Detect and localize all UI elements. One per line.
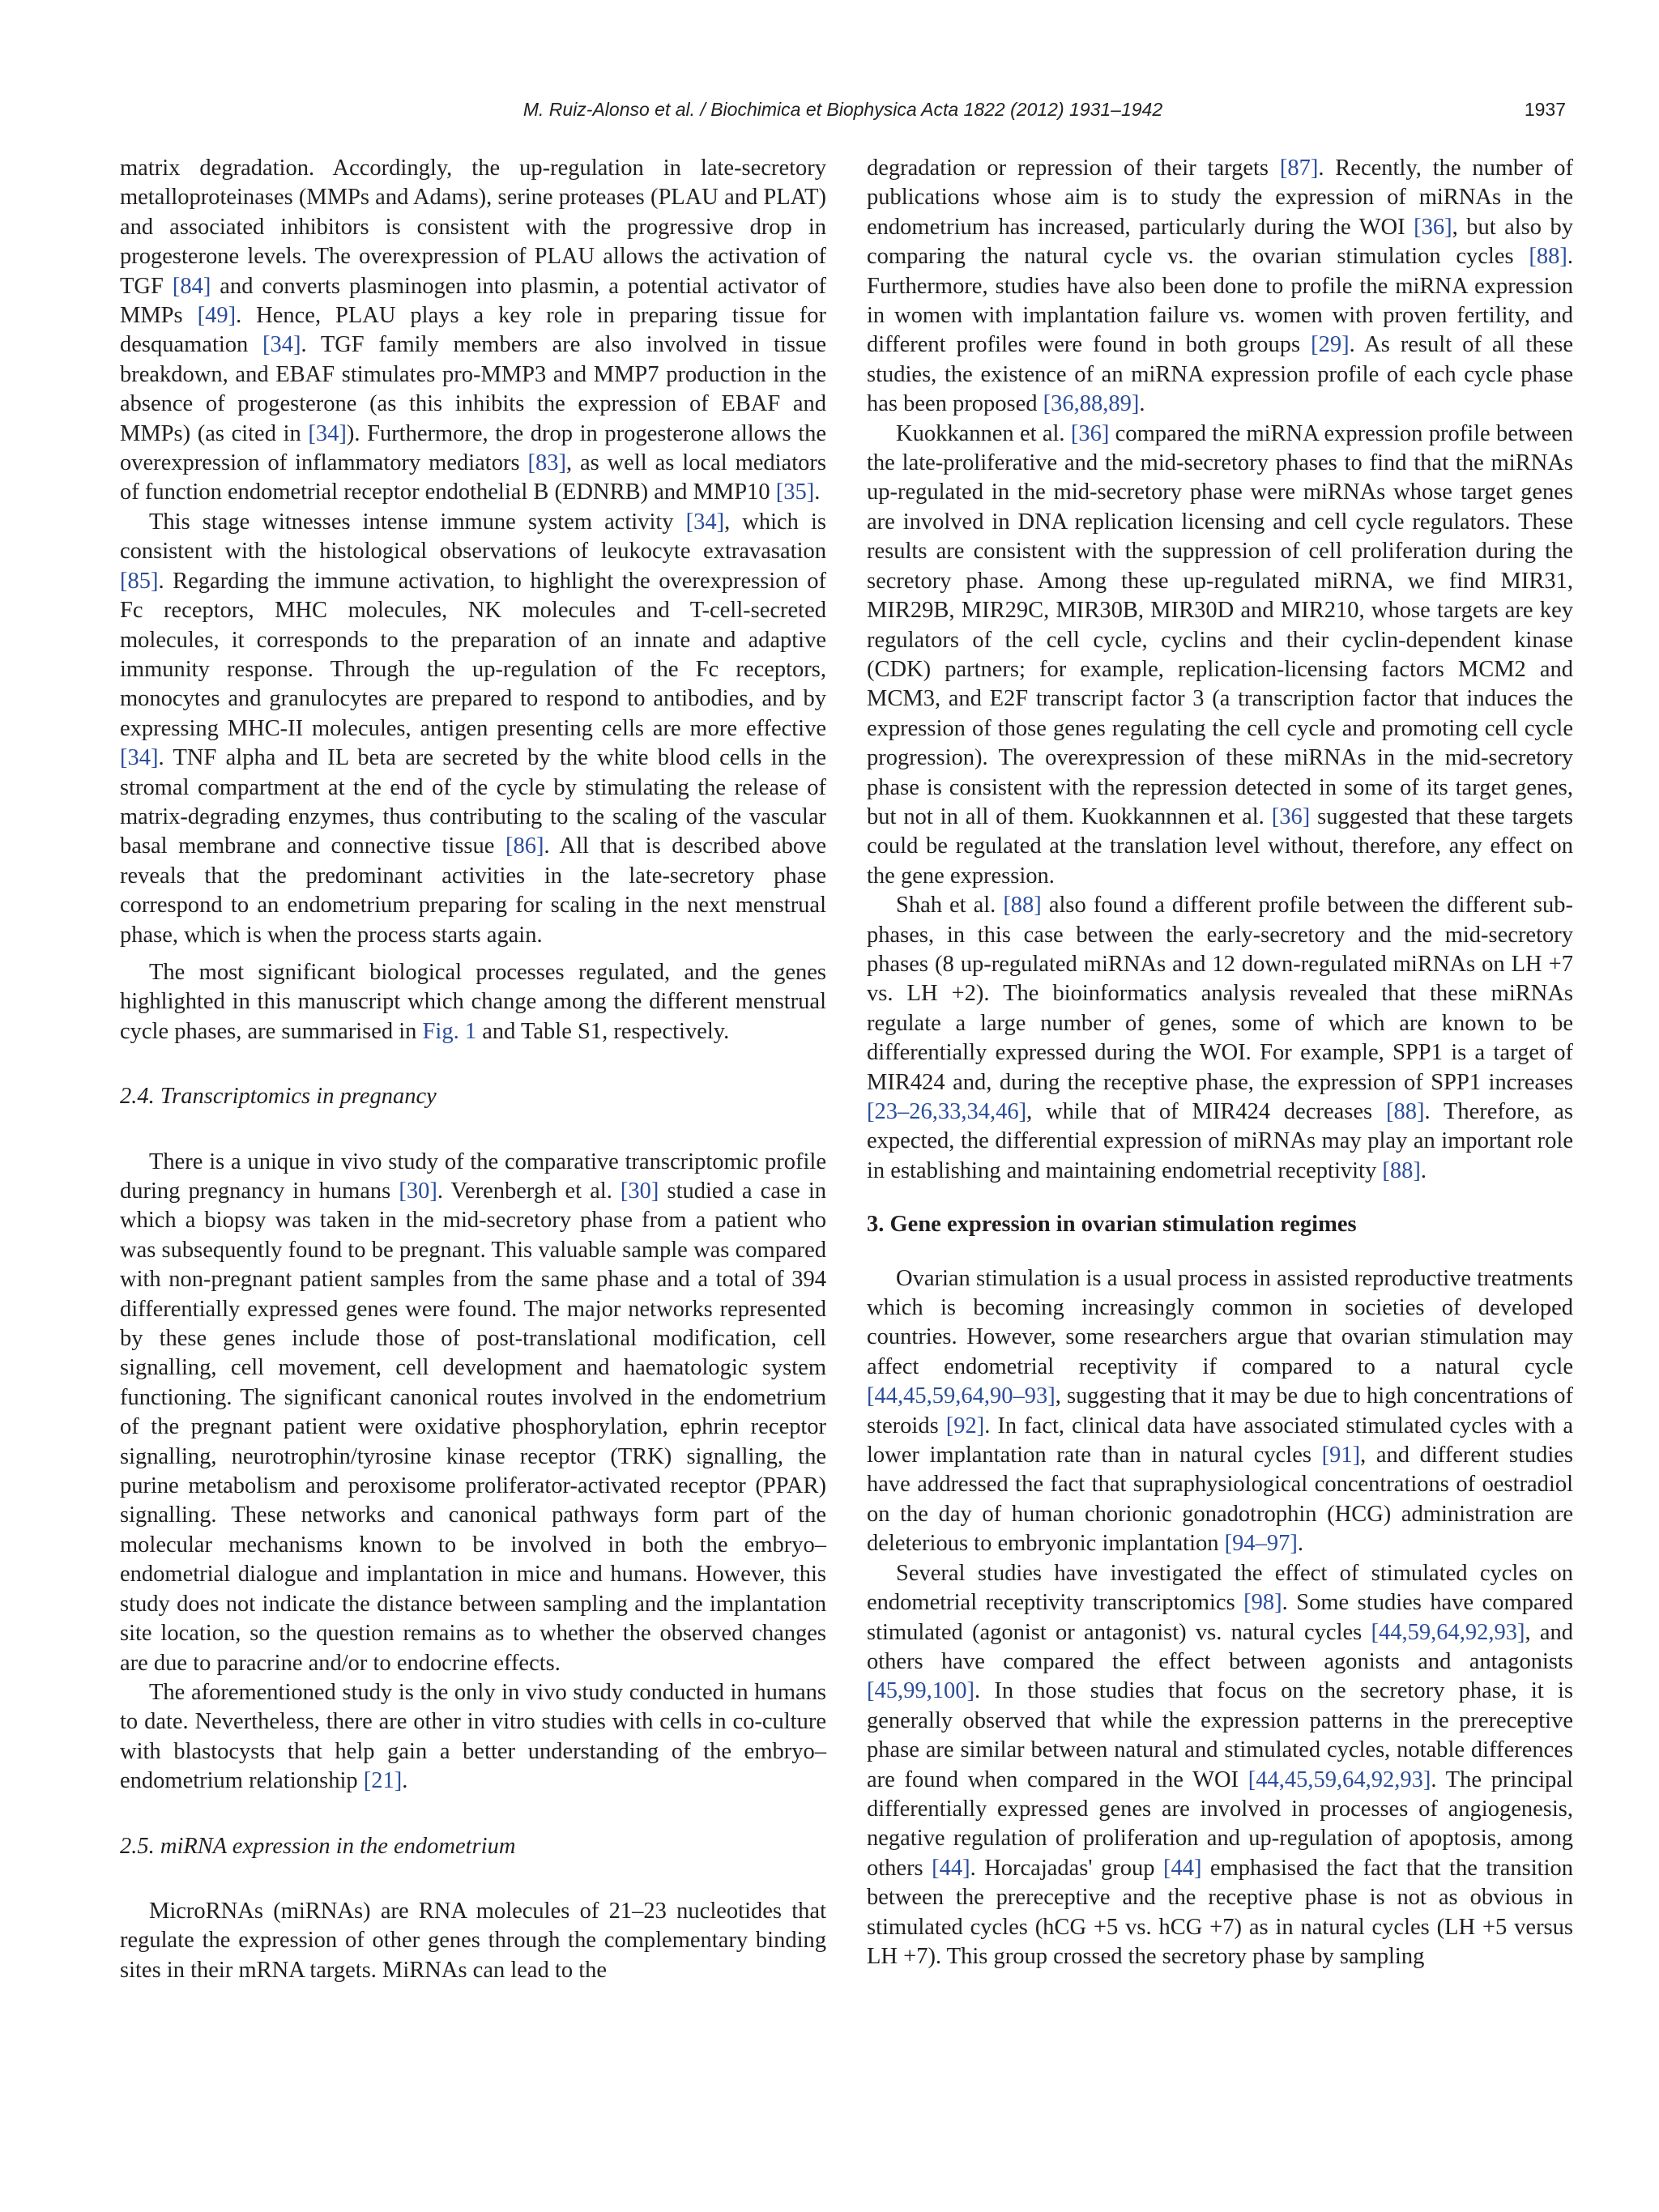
paragraph: The aforementioned study is the only in vivo study conducted in humans to date. Nevertheless, there are other in vitro studies with cells in co-culture with blastocysts that help gain a better understanding of the embryo–endometrium relationship [21]. [120,1679,826,1794]
citation-link[interactable]: [45,99,100] [867,1678,975,1704]
citation-link[interactable]: [44,45,59,64,92,93] [1247,1767,1431,1792]
paragraph: The most significant biological processes regulated, and the genes highlighted in this manuscript which change among the different menstrual cycle phases, are summarised in Fig. 1 and Table S1, respectively. [120,959,826,1044]
citation-link[interactable]: [84] [172,273,211,299]
citation-link[interactable]: [34] [685,509,725,535]
citation-link[interactable]: [21] [363,1768,403,1794]
section-heading-2-4: 2.4. Transcriptomics in pregnancy [120,1084,437,1110]
paragraph: matrix degradation. Accordingly, the up-regulation in late-secretory metalloproteinases (MMPs and Adams), serine proteases (PLAU and PLAT) and associated inhibitors is consistent with the progressive drop in progesterone levels. The overexpression of PLAU allows the activation of TGF [84] and converts plasminogen into plasmin, a potential activator of MMPs [49]. Hence, PLAU plays a key role in preparing tissue for desquamation [34]. TGF family members are also involved in tissue breakdown, and EBAF stimulates pro-MMP3 and MMP7 production in the absence of progesterone (as this inhibits the expression of EBAF and MMPs) (as cited in [34]). Furthermore, the drop in progesterone allows the overexpression of inflammatory mediators [83], as well as local mediators of function endometrial receptor endothelial B (EDNRB) and MMP10 [35]. [120,156,827,505]
citation-link[interactable]: [44,45,59,64,90–93] [867,1383,1056,1409]
paragraph: MicroRNAs (miRNAs) are RNA molecules of 21–23 nucleotides that regulate the expression of other genes through the complementary binding sites in their mRNA targets. MiRNAs can lead to the [120,1898,826,1983]
citation-link[interactable]: [44,59,64,92,93] [1371,1619,1525,1645]
citation-link[interactable]: [49] [197,303,237,329]
citation-link[interactable]: [87] [1279,156,1319,181]
citation-link[interactable]: [98] [1243,1590,1282,1616]
citation-link[interactable]: [36] [1271,803,1311,829]
paragraph: Several studies have investigated the effect of stimulated cycles on endometrial receptivity transcriptomics [98]. Some studies have compared stimulated (agonist or antagonist) vs. natural cycles [44,59,64,92,93], and others have compared the effect between agonists and antagonists [45,99,100]. In those studies that focus on the secretory phase, it is generally observed that while the expression patterns in the prereceptive phase are similar between natural and stimulated cycles, notable differences are found when compared in the WOI [44,45,59,64,92,93]. The principal differentially expressed genes are involved in processes of angiogenesis, negative regulation of proliferation and up-regulation of apoptosis, among others [44]. Horcajadas' group [44] emphasised the fact that the transition between the prereceptive and the receptive phase is not as obvious in stimulated cycles (hCG +5 vs. hCG +7) as in natural cycles (LH +5 versus LH +7). This group crossed the secretory phase by sampling [867,1560,1573,1969]
paragraph: Kuokkannen et al. [36] compared the miRNA expression profile between the late-proliferative and the mid-secretory phases to find that the miRNAs up-regulated in the mid-secretory phase were miRNAs whose target genes are involved in DNA replication licensing and cell cycle regulators. These results are consistent with the suppression of cell proliferation during the secretory phase. Among these up-regulated miRNA, we find MIR31, MIR29B, MIR29C, MIR30B, MIR30D and MIR210, whose targets are key regulators of the cell cycle, cyclins and their cyclin-dependent kinase (CDK) partners; for example, replication-licensing factors MCM2 and MCM3, and E2F transcript factor 3 (a transcription factor that induces the expression of those genes regulating the cell cycle and promoting cell cycle progression). The overexpression of these miRNAs in the mid-secretory phase is consistent with the repression detected in some of its target genes, but not in all of them. Kuokkannnen et al. [36] suggested that these targets could be regulated at the translation level without, therefore, any effect on the gene expression. [867,420,1574,889]
citation-link[interactable]: [36,88,89] [1043,391,1140,417]
citation-link[interactable]: [34] [120,745,159,771]
paragraph: This stage witnesses intense immune system activity [34], which is consistent with the histological observations of leukocyte extravasation [85]. Regarding the immune activation, to highlight the overexpression of Fc receptors, MHC molecules, NK molecules and T-cell-secreted molecules, it corresponds to the preparation of an innate and adaptive immunity response. Through the up-regulation of the Fc receptors, monocytes and granulocytes are prepared to respond to antibodies, and by expressing MHC-II molecules, antigen presenting cells are more effective [34]. TNF alpha and IL beta are secreted by the white blood cells in the stromal compartment at the end of the cycle by stimulating the release of matrix-degrading enzymes, thus contributing to the scaling of the vascular basal membrane and connective tissue [86]. All that is described above reveals that the predominant activities in the late-secretory phase correspond to an endometrium preparing for scaling in the next menstrual phase, which is when the process starts again. [120,509,827,948]
citation-link[interactable]: [88] [1003,893,1042,918]
citation-link[interactable]: [88] [1529,244,1567,270]
journal-citation: M. Ruiz-Alonso et al. / Biochimica et Biophysica Acta 1822 (2012) 1931–1942 [522,99,1163,120]
citation-link[interactable]: [94–97] [1224,1531,1298,1557]
citation-link[interactable]: [88] [1382,1157,1421,1183]
citation-link[interactable]: [34] [308,420,347,446]
citation-link[interactable]: [23–26,33,34,46] [867,1099,1027,1124]
citation-link[interactable]: [83] [527,450,566,476]
citation-link[interactable]: [92] [945,1413,985,1438]
citation-link[interactable]: [29] [1311,332,1350,358]
citation-link[interactable]: [86] [505,833,544,859]
paragraph: There is a unique in vivo study of the comparative transcriptomic profile during pregnancy in humans [30]. Verenbergh et al. [30] studied a case in which a biopsy was taken in the mid-secretory phase from a patient who was subsequently found to be pregnant. This valuable sample was compared with non-pregnant patient samples from the same phase and a total of 394 differentially expressed genes were found. The major networks represented by these genes include those of post-translational modification, cell signalling, cell movement, cell development and haematologic system functioning. The significant canonical routes involved in the endometrium of the pregnant patient were oxidative phosphorylation, ephrin receptor signalling, neurotrophin/tyrosine kinase receptor (TRK) signalling, the purine metabolism and peroxisome proliferator-activated receptor (PPAR) signalling. These networks and canonical pathways form part of the molecular mechanisms known to be involved in both the embryo–endometrial dialogue and implantation in mice and humans. However, this study does not indicate the distance between sampling and the implantation site location, so the question remains as to whether the observed changes are due to paracrine and/or to endocrine effects. [120,1149,826,1676]
running-header [120,99,1566,131]
paragraph: Ovarian stimulation is a usual process in assisted reproductive treatments which is becoming increasingly common in societies of developed countries. However, some researchers argue that ovarian stimulation may affect endometrial receptivity if compared to a natural cycle [44,45,59,64,90–93], suggesting that it may be due to high concentrations of steroids [92]. In fact, clinical data have associated stimulated cycles with a lower implantation rate than in natural cycles [91], and different studies have addressed the fact that supraphysiological concentrations of oestradiol on the day of human chorionic gonadotrophin (HCG) administration are deleterious to embryonic implantation [94–97]. [867,1265,1573,1557]
section-heading-3: 3. Gene expression in ovarian stimulation regimes [867,1212,1357,1238]
citation-link[interactable]: [36] [1070,420,1110,446]
left-column [120,154,826,1985]
citation-link[interactable]: [88] [1385,1099,1425,1124]
paragraph: degradation or repression of their targets [87]. Recently, the number of publications whose aim is to study the expression of miRNAs in the endometrium has increased, particularly during the WOI [36], but also by comparing the natural cycle vs. the ovarian stimulation cycles [88]. Furthermore, studies have also been done to profile the miRNA expression in women with implantation failure vs. women with proven fertility, and different profiles were found in both groups [29]. As result of all these studies, the existence of an miRNA expression profile of each cycle phase has been proposed [36,88,89]. [867,156,1573,417]
citation-link[interactable]: [30] [620,1178,659,1204]
citation-link[interactable]: [34] [262,332,301,358]
citation-link[interactable]: [85] [120,568,159,594]
page-number: 1937 [1524,99,1566,120]
citation-link[interactable]: [30] [399,1178,437,1204]
section-heading-2-5: 2.5. miRNA expression in the endometrium [120,1833,516,1859]
right-column [867,154,1573,1971]
citation-link[interactable]: [36] [1414,214,1452,240]
citation-link[interactable]: [91] [1321,1443,1361,1468]
paragraph: Shah et al. [88] also found a different profile between the different sub-phases, in this case between the early-secretory and the mid-secretory phases (8 up-regulated miRNAs and 12 down-regulated miRNAs on LH +7 vs. LH +2). The bioinformatics analysis revealed that these miRNAs regulate a large number of genes, some of which are known to be differentially expressed during the WOI. For example, SPP1 is a target of MIR424 and, during the receptive phase, the expression of SPP1 increases [23–26,33,34,46], while that of MIR424 decreases [88]. Therefore, as expected, the differential expression of miRNAs may play an important role in establishing and maintaining endometrial receptivity [88]. [867,893,1574,1183]
citation-link[interactable]: Fig. 1 [422,1018,477,1044]
citation-link[interactable]: [44] [1162,1855,1202,1881]
citation-link[interactable]: [44] [932,1855,970,1881]
citation-link[interactable]: [35] [775,479,815,505]
